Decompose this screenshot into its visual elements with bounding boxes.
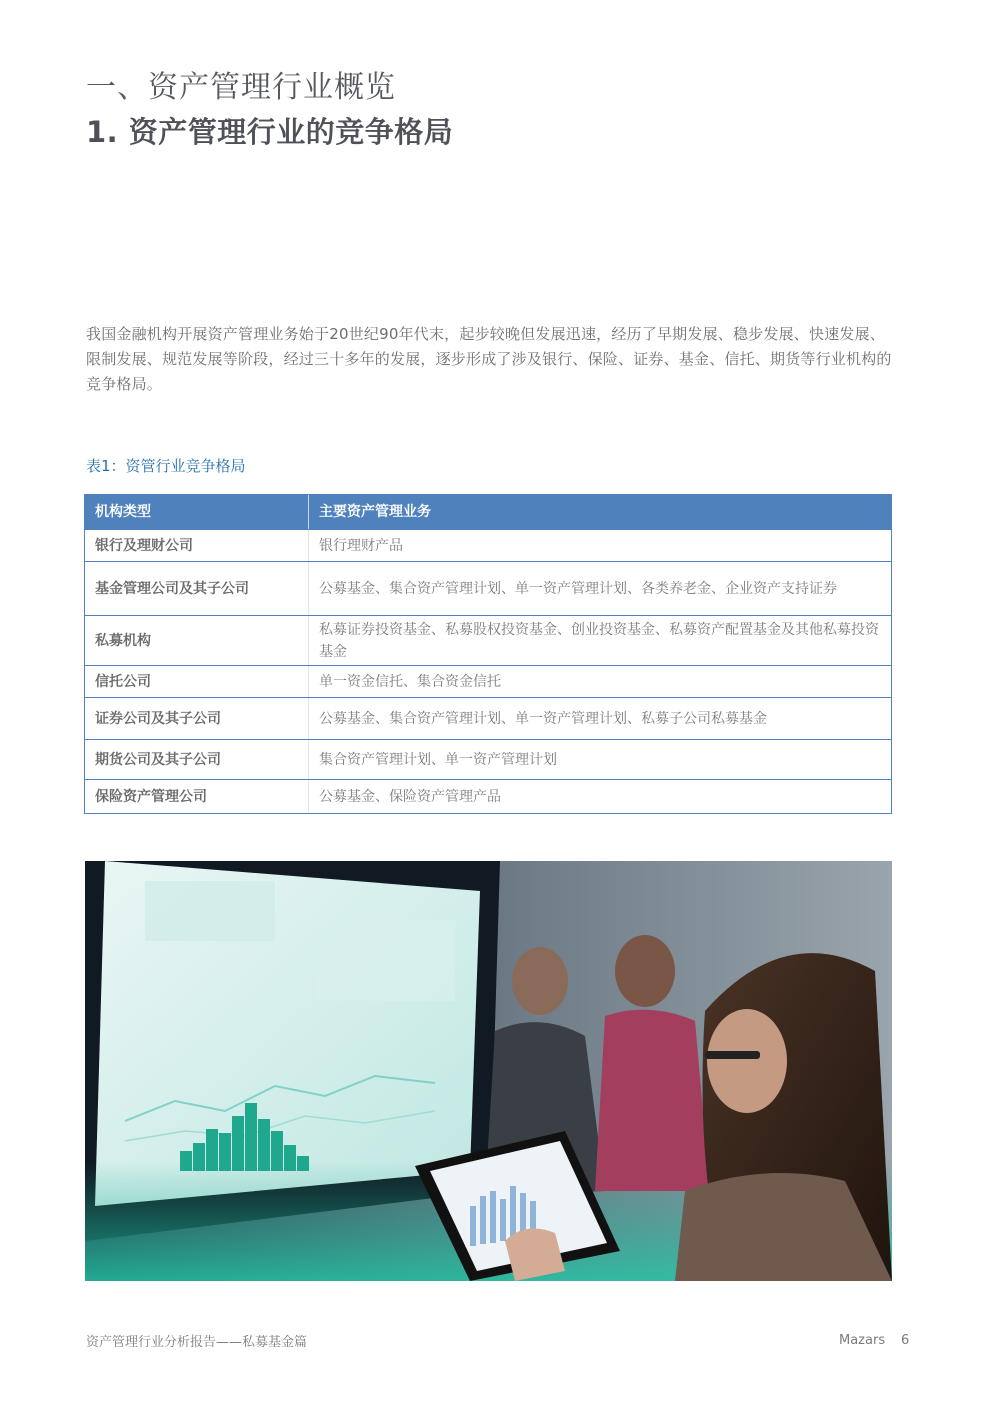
table-header-cell: 机构类型 bbox=[85, 495, 309, 529]
subsection-title: 1. 资产管理行业的竞争格局 bbox=[86, 115, 454, 149]
table-caption: 表1：资管行业竞争格局 bbox=[86, 457, 246, 475]
table-cell-type: 基金管理公司及其子公司 bbox=[85, 562, 309, 615]
table-cell-business: 银行理财产品 bbox=[319, 537, 403, 554]
competition-table bbox=[84, 494, 892, 814]
table-cell-type: 信托公司 bbox=[85, 666, 309, 697]
table-cell-type: 保险资产管理公司 bbox=[85, 780, 309, 813]
footer-brand: Mazars bbox=[839, 1333, 886, 1348]
table-row bbox=[85, 779, 891, 813]
table-cell-type: 期货公司及其子公司 bbox=[85, 740, 309, 779]
table-cell-business: 单一资金信托、集合资金信托 bbox=[319, 673, 501, 690]
page-number: 6 bbox=[901, 1333, 910, 1348]
table-row bbox=[85, 561, 891, 615]
footer-report-title: 资产管理行业分析报告——私募基金篇 bbox=[86, 1335, 308, 1350]
office-meeting-photo bbox=[85, 861, 892, 1281]
table-row bbox=[85, 665, 891, 697]
table-row bbox=[85, 739, 891, 779]
table-cell-type: 证券公司及其子公司 bbox=[85, 698, 309, 739]
table-cell-business: 公募基金、集合资产管理计划、单一资产管理计划、私募子公司私募基金 bbox=[319, 710, 767, 727]
table-row bbox=[85, 615, 891, 665]
table-cell-type: 私募机构 bbox=[85, 616, 309, 665]
table-cell-business: 公募基金、集合资产管理计划、单一资产管理计划、各类养老金、企业资产支持证券 bbox=[319, 580, 837, 597]
table-row bbox=[85, 697, 891, 739]
intro-paragraph: 我国金融机构开展资产管理业务始于20世纪90年代末，起步较晚但发展迅速，经历了早期发展、稳步发展、快速发展、限制发展、规范发展等阶段，经过三十多年的发展，逐步形成了涉及银行、保险、证券、基金、信托、期货等行业机构的竞争格局。 bbox=[86, 325, 892, 393]
table-cell-type: 银行及理财公司 bbox=[85, 530, 309, 561]
table-row bbox=[85, 529, 891, 561]
table-cell-business: 公募基金、保险资产管理产品 bbox=[319, 788, 501, 805]
table-header-cell: 主要资产管理业务 bbox=[319, 504, 431, 520]
table-cell-business: 集合资产管理计划、单一资产管理计划 bbox=[319, 751, 557, 768]
section-title: 一、资产管理行业概览 bbox=[86, 70, 396, 105]
table-header-row bbox=[85, 495, 891, 529]
table-cell-business: 私募证券投资基金、私募股权投资基金、创业投资基金、私募资产配置基金及其他私募投资基金 bbox=[319, 621, 879, 660]
